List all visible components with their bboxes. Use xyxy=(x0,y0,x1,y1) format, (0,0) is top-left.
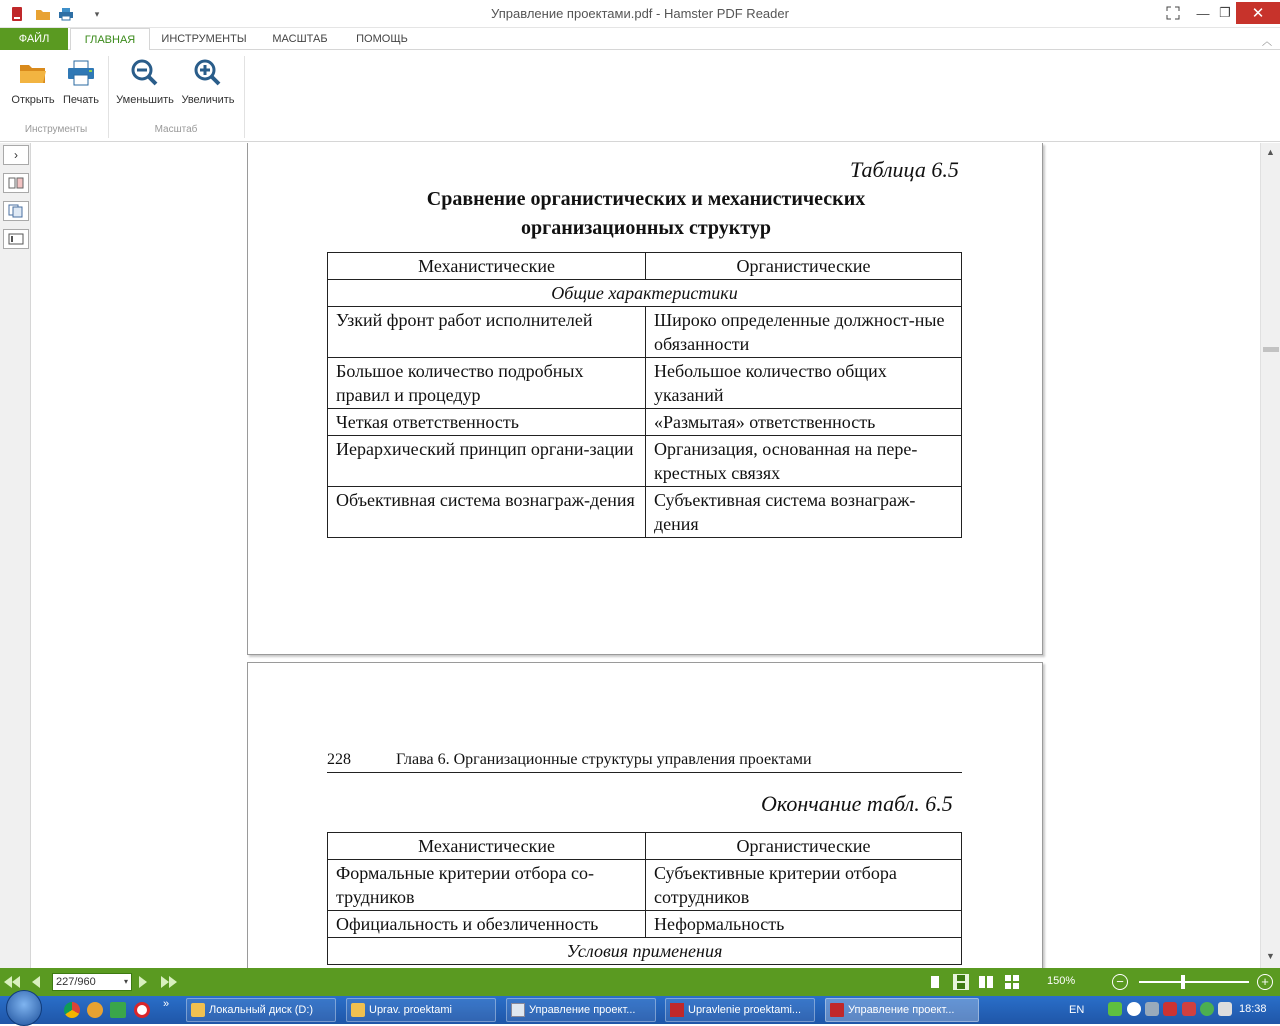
ribbon-separator xyxy=(244,56,245,138)
ribbon-collapse-icon[interactable]: ︿ xyxy=(1262,37,1272,48)
chapter-title: Глава 6. Организационные структуры управления проектами xyxy=(396,751,812,768)
title-bar xyxy=(0,0,1280,28)
two-page-continuous-view-icon[interactable] xyxy=(1004,974,1020,990)
zoom-plus-icon[interactable]: + xyxy=(1257,974,1273,990)
taskbar-item-label: Локальный диск (D:) xyxy=(209,1004,314,1016)
two-page-view-icon[interactable] xyxy=(978,974,994,990)
table-cell: Формальные критерии отбора со-трудников xyxy=(328,860,646,911)
taskbar-item-label: Управление проект... xyxy=(529,1004,636,1016)
table-header-row xyxy=(328,253,962,280)
vertical-scrollbar[interactable] xyxy=(1260,143,1280,968)
subheader-cell: Общие характеристики xyxy=(328,280,962,307)
taskbar-item-active[interactable] xyxy=(825,998,979,1022)
header-cell: Механистические xyxy=(328,253,646,280)
table-row xyxy=(328,487,962,538)
side-panel xyxy=(0,143,31,968)
table-row xyxy=(328,409,962,436)
zoom-out-label: Уменьшить xyxy=(116,94,174,106)
print-label: Печать xyxy=(62,94,100,106)
table-title-line2: организационных структур xyxy=(520,217,771,239)
header-cell: Механистические xyxy=(328,833,646,860)
table-subheader-row xyxy=(328,938,962,965)
thumbnails-icon xyxy=(8,177,24,189)
tab-scale[interactable]: МАСШТАБ xyxy=(272,33,328,45)
info-icon[interactable] xyxy=(1200,1002,1214,1016)
table-subheader-row xyxy=(328,280,962,307)
taskbar-item-label: Uprav. proektami xyxy=(369,1004,452,1016)
ribbon xyxy=(0,50,1280,142)
table-cell: Организация, основанная на пере-крестных связях xyxy=(646,436,962,487)
tab-file[interactable]: ФАЙЛ xyxy=(0,28,68,50)
zoom-minus-icon[interactable]: − xyxy=(1112,974,1128,990)
header-cell: Органистические xyxy=(646,253,962,280)
table-caption: Окончание табл. 6.5 xyxy=(761,791,953,816)
table-cell: Объективная система вознаграж-дения xyxy=(328,487,646,538)
chrome-icon[interactable] xyxy=(64,1002,80,1018)
table-header-row xyxy=(328,833,962,860)
app-logo-icon xyxy=(830,1003,844,1017)
zoom-out-button[interactable] xyxy=(114,56,176,112)
comparison-table-continued xyxy=(327,832,962,965)
document-icon xyxy=(511,1003,525,1017)
taskbar-item-label: Upravlenie proektami... xyxy=(688,1004,802,1016)
folder-icon xyxy=(351,1003,365,1017)
pdf-page xyxy=(247,143,1043,655)
table-title-line1: Сравнение органистических и механистических xyxy=(426,188,866,210)
scroll-down-icon[interactable]: ▼ xyxy=(1266,951,1275,961)
next-page-icon[interactable] xyxy=(136,972,150,992)
previous-page-icon[interactable] xyxy=(28,972,44,992)
pdf-page xyxy=(247,662,1043,968)
table-cell: Субъективная система вознаграж-дения xyxy=(646,487,962,538)
bookmarks-button[interactable] xyxy=(3,229,29,249)
print-button[interactable] xyxy=(58,56,104,112)
expand-panel-button[interactable] xyxy=(3,145,29,165)
comparison-table xyxy=(327,252,962,538)
table-cell: Субъективные критерии отбора сотрудников xyxy=(646,860,962,911)
check-icon[interactable] xyxy=(1127,1002,1141,1016)
single-page-view-icon[interactable] xyxy=(927,974,943,990)
status-bar xyxy=(0,968,1280,996)
network-icon[interactable] xyxy=(1163,1002,1177,1016)
volume-icon[interactable] xyxy=(1218,1002,1232,1016)
maximize-button[interactable]: ❐ xyxy=(1219,5,1231,20)
thumbnails-button[interactable] xyxy=(3,173,29,193)
more-quicklaunch-icon[interactable]: » xyxy=(163,998,170,1010)
tab-help[interactable]: ПОМОЩЬ xyxy=(356,33,408,45)
taskbar-item[interactable] xyxy=(346,998,496,1022)
zoom-in-button[interactable] xyxy=(178,56,238,112)
close-button[interactable]: ✕ xyxy=(1236,2,1280,24)
running-header xyxy=(327,751,962,773)
page-number: 228 xyxy=(327,751,351,768)
pages-button[interactable] xyxy=(3,201,29,221)
zoom-out-icon xyxy=(127,56,163,90)
table-cell: «Размытая» ответственность xyxy=(646,409,962,436)
zoom-level: 150% xyxy=(1047,975,1076,987)
yandex-browser-icon[interactable] xyxy=(134,1002,150,1018)
table-cell: Большое количество подробных правил и процедур xyxy=(328,358,646,409)
antivirus-icon[interactable] xyxy=(1108,1002,1122,1016)
book-icon xyxy=(670,1003,684,1017)
bookmarks-icon xyxy=(8,233,24,245)
table-cell: Узкий фронт работ исполнителей xyxy=(328,307,646,358)
group-label-scale: Масштаб xyxy=(154,124,198,135)
table-cell: Четкая ответственность xyxy=(328,409,646,436)
table-cell: Официальность и обезличенность xyxy=(328,911,646,938)
zoom-in-label: Увеличить xyxy=(181,94,235,106)
group-label-tools: Инструменты xyxy=(24,124,88,135)
document-viewer[interactable] xyxy=(31,143,1260,968)
taskbar-item[interactable] xyxy=(186,998,336,1022)
ribbon-separator xyxy=(108,56,109,138)
folder-icon xyxy=(191,1003,205,1017)
mail-icon[interactable] xyxy=(87,1002,103,1018)
table-row xyxy=(328,307,962,358)
clock[interactable]: 18:38 xyxy=(1239,1003,1267,1015)
scroll-up-icon[interactable]: ▲ xyxy=(1266,147,1275,157)
page-number-value: 227/960 xyxy=(56,976,96,988)
taskbar-item[interactable] xyxy=(665,998,815,1022)
tab-home[interactable]: ГЛАВНАЯ xyxy=(70,28,150,51)
quick-access-menu-icon[interactable]: ▾ xyxy=(94,8,100,19)
scroll-thumb[interactable] xyxy=(1263,347,1279,352)
taskbar-item-label: Управление проект... xyxy=(848,1004,955,1016)
open-label: Открыть xyxy=(11,94,55,106)
continuous-view-icon[interactable] xyxy=(953,974,969,990)
table-row xyxy=(328,436,962,487)
table-row xyxy=(328,911,962,938)
tab-tools[interactable]: ИНСТРУМЕНТЫ xyxy=(161,33,247,45)
minimize-button[interactable]: — xyxy=(1196,5,1210,21)
folder-open-icon xyxy=(15,56,51,90)
table-cell: Широко определенные должност-ные обязанности xyxy=(646,307,962,358)
window-title: Управление проектами.pdf - Hamster PDF Reader xyxy=(491,6,789,21)
table-cell: Неформальность xyxy=(646,911,962,938)
chevron-right-icon: › xyxy=(14,148,18,162)
download-icon[interactable] xyxy=(110,1002,126,1018)
printer-icon xyxy=(63,56,99,90)
page-number-field[interactable] xyxy=(52,973,132,991)
start-button[interactable] xyxy=(6,990,42,1026)
language-indicator[interactable]: EN xyxy=(1069,1004,1085,1016)
last-page-icon[interactable] xyxy=(158,972,180,992)
network-tool-icon[interactable] xyxy=(1145,1002,1159,1016)
table-cell: Небольшое количество общих указаний xyxy=(646,358,962,409)
header-cell: Органистические xyxy=(646,833,962,860)
subheader-cell: Условия применения xyxy=(328,938,962,965)
taskbar-item[interactable] xyxy=(506,998,656,1022)
table-row xyxy=(328,358,962,409)
ribbon-tabs xyxy=(0,28,1280,50)
table-row xyxy=(328,860,962,911)
chevron-down-icon[interactable]: ▾ xyxy=(123,977,128,986)
table-caption: Таблица 6.5 xyxy=(850,157,959,182)
zoom-slider-thumb[interactable] xyxy=(1181,975,1185,989)
first-page-icon[interactable] xyxy=(2,972,22,992)
fullscreen-button[interactable] xyxy=(1160,2,1186,24)
flag-icon[interactable] xyxy=(1182,1002,1196,1016)
pages-icon xyxy=(8,204,24,218)
table-cell: Иерархический принцип органи-зации xyxy=(328,436,646,487)
zoom-in-icon xyxy=(190,56,226,90)
zoom-slider[interactable] xyxy=(1139,981,1249,983)
os-taskbar xyxy=(0,996,1280,1024)
open-button[interactable] xyxy=(6,56,60,112)
